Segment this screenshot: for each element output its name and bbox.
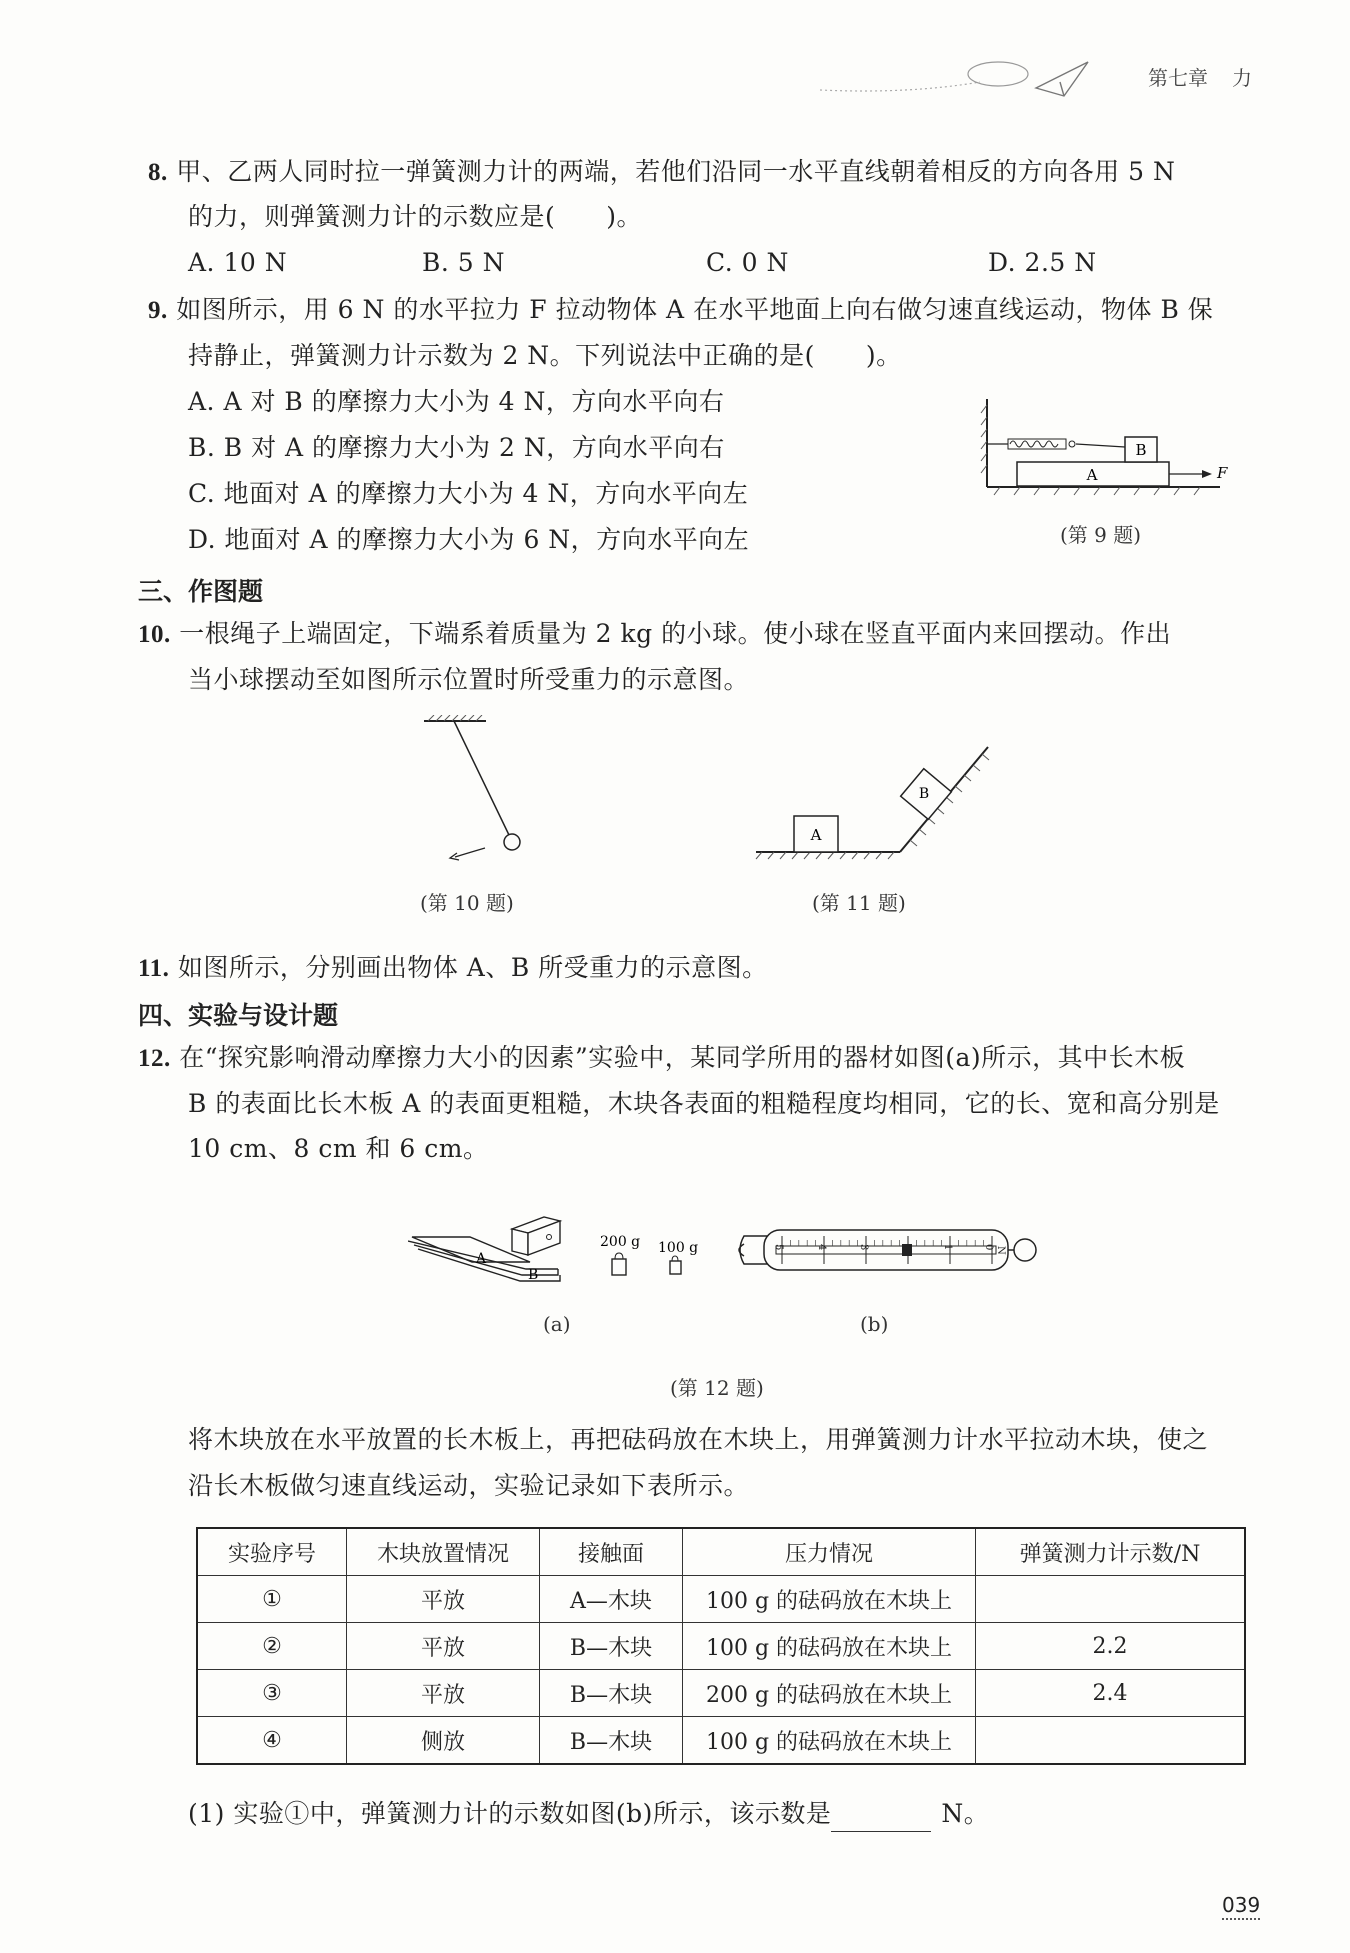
q11-line: 11. 如图所示，分别画出物体 A、B 所受重力的示意图。 (138, 953, 768, 982)
q9-option-b: B. B 对 A 的摩擦力大小为 2 N，方向水平向右 (188, 433, 725, 462)
svg-text:5: 5 (773, 1244, 784, 1251)
table-cell: A—木块 (540, 1576, 683, 1623)
q12-weight-200g (612, 1253, 626, 1275)
table-header-row (197, 1528, 1245, 1576)
section-3-title: 三、作图题 (138, 577, 264, 606)
q12-line1: 12. 在“探究影响滑动摩擦力大小的因素”实验中，某同学所用的器材如图(a)所示，其中长木板 (138, 1043, 1186, 1072)
q12-spring-scale-figure (730, 1222, 1040, 1282)
table-row (197, 1576, 1245, 1623)
q12-board-a-label: A (476, 1251, 487, 1267)
table-cell: ② (197, 1623, 347, 1670)
table-cell-answer-blank[interactable] (976, 1576, 1246, 1623)
table-cell: 2.2 (976, 1623, 1246, 1670)
q12-weight2-label: 100 g (658, 1240, 699, 1256)
q10-line1: 10. 一根绳子上端固定，下端系着质量为 2 kg 的小球。使小球在竖直平面内来回摆动。作出 (138, 619, 1172, 648)
svg-text:1: 1 (942, 1244, 953, 1251)
q8-line1: 8. 甲、乙两人同时拉一弹簧测力计的两端，若他们沿同一水平直线朝着相反的方向各用 5 N (148, 157, 1176, 186)
q9-option-c: C. 地面对 A 的摩擦力大小为 4 N，方向水平向左 (188, 479, 749, 508)
table-cell: 100 g 的砝码放在木块上 (683, 1717, 976, 1765)
q8-option-b: B. 5 N (422, 248, 505, 277)
q12-ring-icon (1014, 1239, 1036, 1261)
q10-ball (504, 834, 520, 850)
q9-option-a: A. A 对 B 的摩擦力大小为 4 N，方向水平向右 (188, 387, 725, 416)
header-chapter: 第七章 力 (1148, 66, 1252, 90)
table-cell: ① (197, 1576, 347, 1623)
q12-number: 12. (138, 1045, 171, 1072)
page-number: 039 (1222, 1893, 1260, 1920)
q11-label-a: A (810, 826, 822, 844)
table-cell: 200 g 的砝码放在木块上 (683, 1670, 976, 1717)
table-cell: 侧放 (347, 1717, 540, 1765)
table-cell: 2.4 (976, 1670, 1246, 1717)
q12-para1: 将木块放在水平放置的长木板上，再把砝码放在木块上，用弹簧测力计水平拉动木块，使之 (188, 1425, 1209, 1454)
q12-data-table (196, 1527, 1246, 1765)
table-header-cell: 压力情况 (683, 1528, 976, 1576)
q8-number: 8. (148, 159, 168, 186)
q12-weight1-label: 200 g (600, 1234, 641, 1250)
q12-fig-b-caption: (b) (860, 1312, 889, 1336)
svg-text:0: 0 (983, 1244, 994, 1251)
q12-board-b-label: B (528, 1267, 539, 1283)
q9-label-f: F (1217, 464, 1228, 482)
table-header-cell: 实验序号 (197, 1528, 347, 1576)
q12-fig-a-caption: (a) (543, 1312, 571, 1336)
q8-line2: 的力，则弹簧测力计的示数应是( )。 (188, 202, 643, 231)
q9-line1: 9. 如图所示，用 6 N 的水平拉力 F 拉动物体 A 在水平地面上向右做匀速直线运动，物体 B 保 (148, 295, 1214, 324)
table-cell-answer-blank[interactable] (976, 1717, 1246, 1765)
table-cell: 平放 (347, 1670, 540, 1717)
svg-text:N: N (995, 1246, 1006, 1255)
svg-text:2: 2 (900, 1244, 911, 1251)
table-row (197, 1623, 1245, 1670)
q10-pendulum-figure (420, 715, 540, 865)
q12-figure-a (408, 1207, 708, 1302)
q9-number: 9. (148, 297, 168, 324)
q11-figure-caption: (第 11 题) (812, 891, 906, 915)
table-header-cell: 弹簧测力计示数/N (976, 1528, 1246, 1576)
q11-label-b: B (918, 786, 930, 802)
table-header-cell: 接触面 (540, 1528, 683, 1576)
table-row (197, 1670, 1245, 1717)
table-cell: B—木块 (540, 1670, 683, 1717)
q10-figure-caption: (第 10 题) (420, 891, 514, 915)
q11-figure (750, 735, 1000, 860)
table-cell: ③ (197, 1670, 347, 1717)
q11-number: 11. (138, 955, 170, 982)
table-row (197, 1717, 1245, 1765)
q12-sub1-answer-blank[interactable] (831, 1807, 931, 1832)
header-decoration (820, 52, 1140, 102)
q9-option-d: D. 地面对 A 的摩擦力大小为 6 N，方向水平向左 (188, 525, 750, 554)
q12-weight-100g (670, 1256, 681, 1274)
q9-line2: 持静止，弹簧测力计示数为 2 N。下列说法中正确的是( )。 (188, 341, 902, 370)
section-4-title: 四、实验与设计题 (138, 1001, 339, 1030)
table-cell: ④ (197, 1717, 347, 1765)
table-cell: B—木块 (540, 1717, 683, 1765)
q12-line3: 10 cm、8 cm 和 6 cm。 (188, 1134, 489, 1163)
q9-label-a: A (1086, 466, 1098, 484)
svg-text:4: 4 (816, 1244, 827, 1251)
q8-option-c: C. 0 N (706, 248, 789, 277)
q10-line2: 当小球摆动至如图所示位置时所受重力的示意图。 (188, 665, 750, 694)
q8-option-d: D. 2.5 N (988, 248, 1097, 277)
q8-option-a: A. 10 N (188, 248, 288, 277)
table-cell: 100 g 的砝码放在木块上 (683, 1623, 976, 1670)
paper-plane-icon (1036, 62, 1088, 96)
q9-figure-caption: (第 9 题) (1060, 523, 1142, 547)
q12-para2: 沿长木板做匀速直线运动，实验记录如下表所示。 (188, 1471, 750, 1500)
q12-line2: B 的表面比长木板 A 的表面更粗糙，木块各表面的粗糙程度均相同，它的长、宽和高分别是 (188, 1089, 1220, 1118)
table-cell: B—木块 (540, 1623, 683, 1670)
q10-number: 10. (138, 621, 171, 648)
table-cell: 100 g 的砝码放在木块上 (683, 1576, 976, 1623)
q12-figure-caption: (第 12 题) (670, 1376, 764, 1400)
q12-sub1: (1) 实验①中，弹簧测力计的示数如图(b)所示，该示数是 N。 (188, 1796, 989, 1832)
q9-label-b: B (1135, 441, 1147, 459)
svg-text:3: 3 (858, 1244, 869, 1251)
table-header-cell: 木块放置情况 (347, 1528, 540, 1576)
table-cell: 平放 (347, 1576, 540, 1623)
q9-figure (980, 395, 1240, 505)
table-cell: 平放 (347, 1623, 540, 1670)
